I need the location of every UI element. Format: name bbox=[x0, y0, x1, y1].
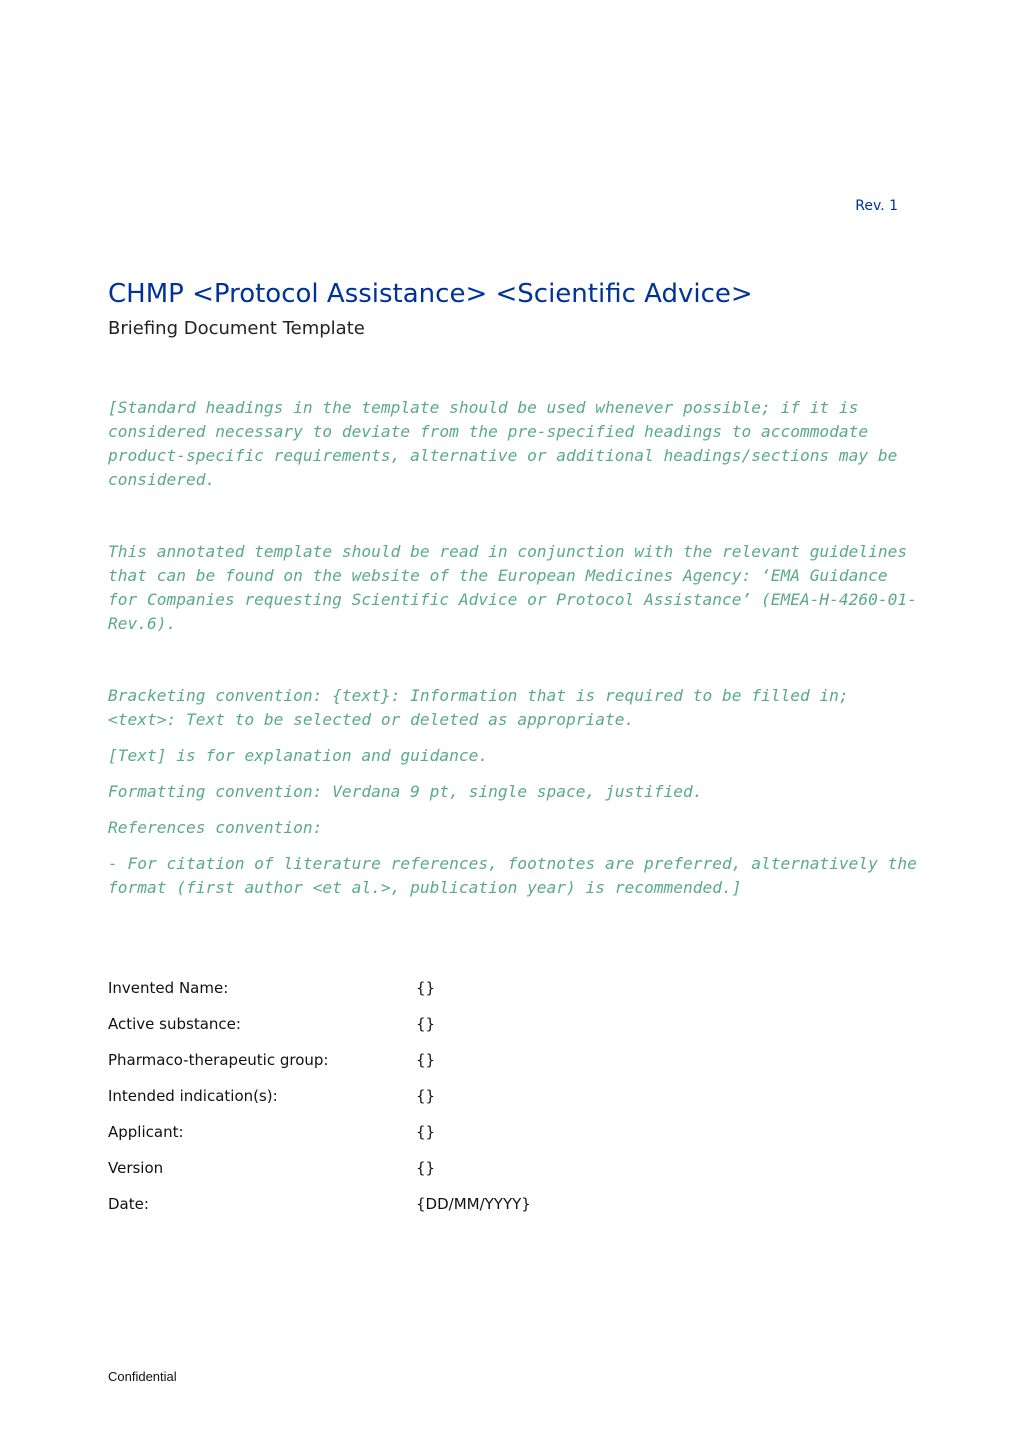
field-value: {} bbox=[416, 1159, 436, 1177]
guidance-paragraph-citation: - For citation of literature references, footnotes are preferred, alternatively the format (first author <et al.>, publication year) is recommended.] bbox=[108, 854, 917, 897]
field-label: Date: bbox=[108, 1195, 149, 1213]
field-value: {} bbox=[416, 1015, 436, 1033]
field-applicant bbox=[108, 1120, 808, 1156]
product-info-fields bbox=[108, 976, 808, 1228]
guidance-paragraph-headings: [Standard headings in the template should be used whenever possible; if it is considered necessary to deviate from the pre-specified headings to accommodate product-specific requirements, alternative or additional headings/sections may be considered. bbox=[108, 398, 898, 489]
field-label: Active substance: bbox=[108, 1015, 241, 1033]
field-value: {} bbox=[416, 979, 436, 997]
guidance-paragraph-formatting: Formatting convention: Verdana 9 pt, single space, justified. bbox=[108, 782, 703, 801]
field-label: Invented Name: bbox=[108, 979, 229, 997]
guidance-paragraph-explanation: [Text] is for explanation and guidance. bbox=[108, 746, 489, 765]
field-value: {DD/MM/YYYY} bbox=[416, 1195, 531, 1213]
guidance-paragraph-bracketing: Bracketing convention: {text}: Information that is required to be filled in; <text>: Text to be selected or deleted as appropriate. bbox=[108, 686, 849, 729]
field-intended-indications bbox=[108, 1084, 808, 1120]
revision-label: Rev. 1 bbox=[855, 198, 898, 214]
guidance-paragraph-guidelines: This annotated template should be read in conjunction with the relevant guidelines that can be found on the website of the European Medicines Agency: ‘EMA Guidance for Companies requesting Scientific Advice or Protocol Assistance’ (EMEA-H-4260-01-Rev.6). bbox=[108, 542, 917, 633]
field-value: {} bbox=[416, 1051, 436, 1069]
document-subtitle: Briefing Document Template bbox=[108, 318, 365, 339]
guidance-paragraph-references: References convention: bbox=[108, 818, 323, 837]
field-pharmaco-therapeutic-group bbox=[108, 1048, 808, 1084]
field-version bbox=[108, 1156, 808, 1192]
field-value: {} bbox=[416, 1087, 436, 1105]
field-label: Intended indication(s): bbox=[108, 1087, 278, 1105]
document-title: CHMP <Protocol Assistance> <Scientific Advice> bbox=[108, 279, 753, 309]
footer-classification: Confidential bbox=[108, 1369, 177, 1384]
field-active-substance bbox=[108, 1012, 808, 1048]
field-label: Version bbox=[108, 1159, 164, 1177]
field-label: Pharmaco-therapeutic group: bbox=[108, 1051, 329, 1069]
field-value: {} bbox=[416, 1123, 436, 1141]
field-date bbox=[108, 1192, 808, 1228]
field-invented-name bbox=[108, 976, 808, 1012]
field-label: Applicant: bbox=[108, 1123, 184, 1141]
